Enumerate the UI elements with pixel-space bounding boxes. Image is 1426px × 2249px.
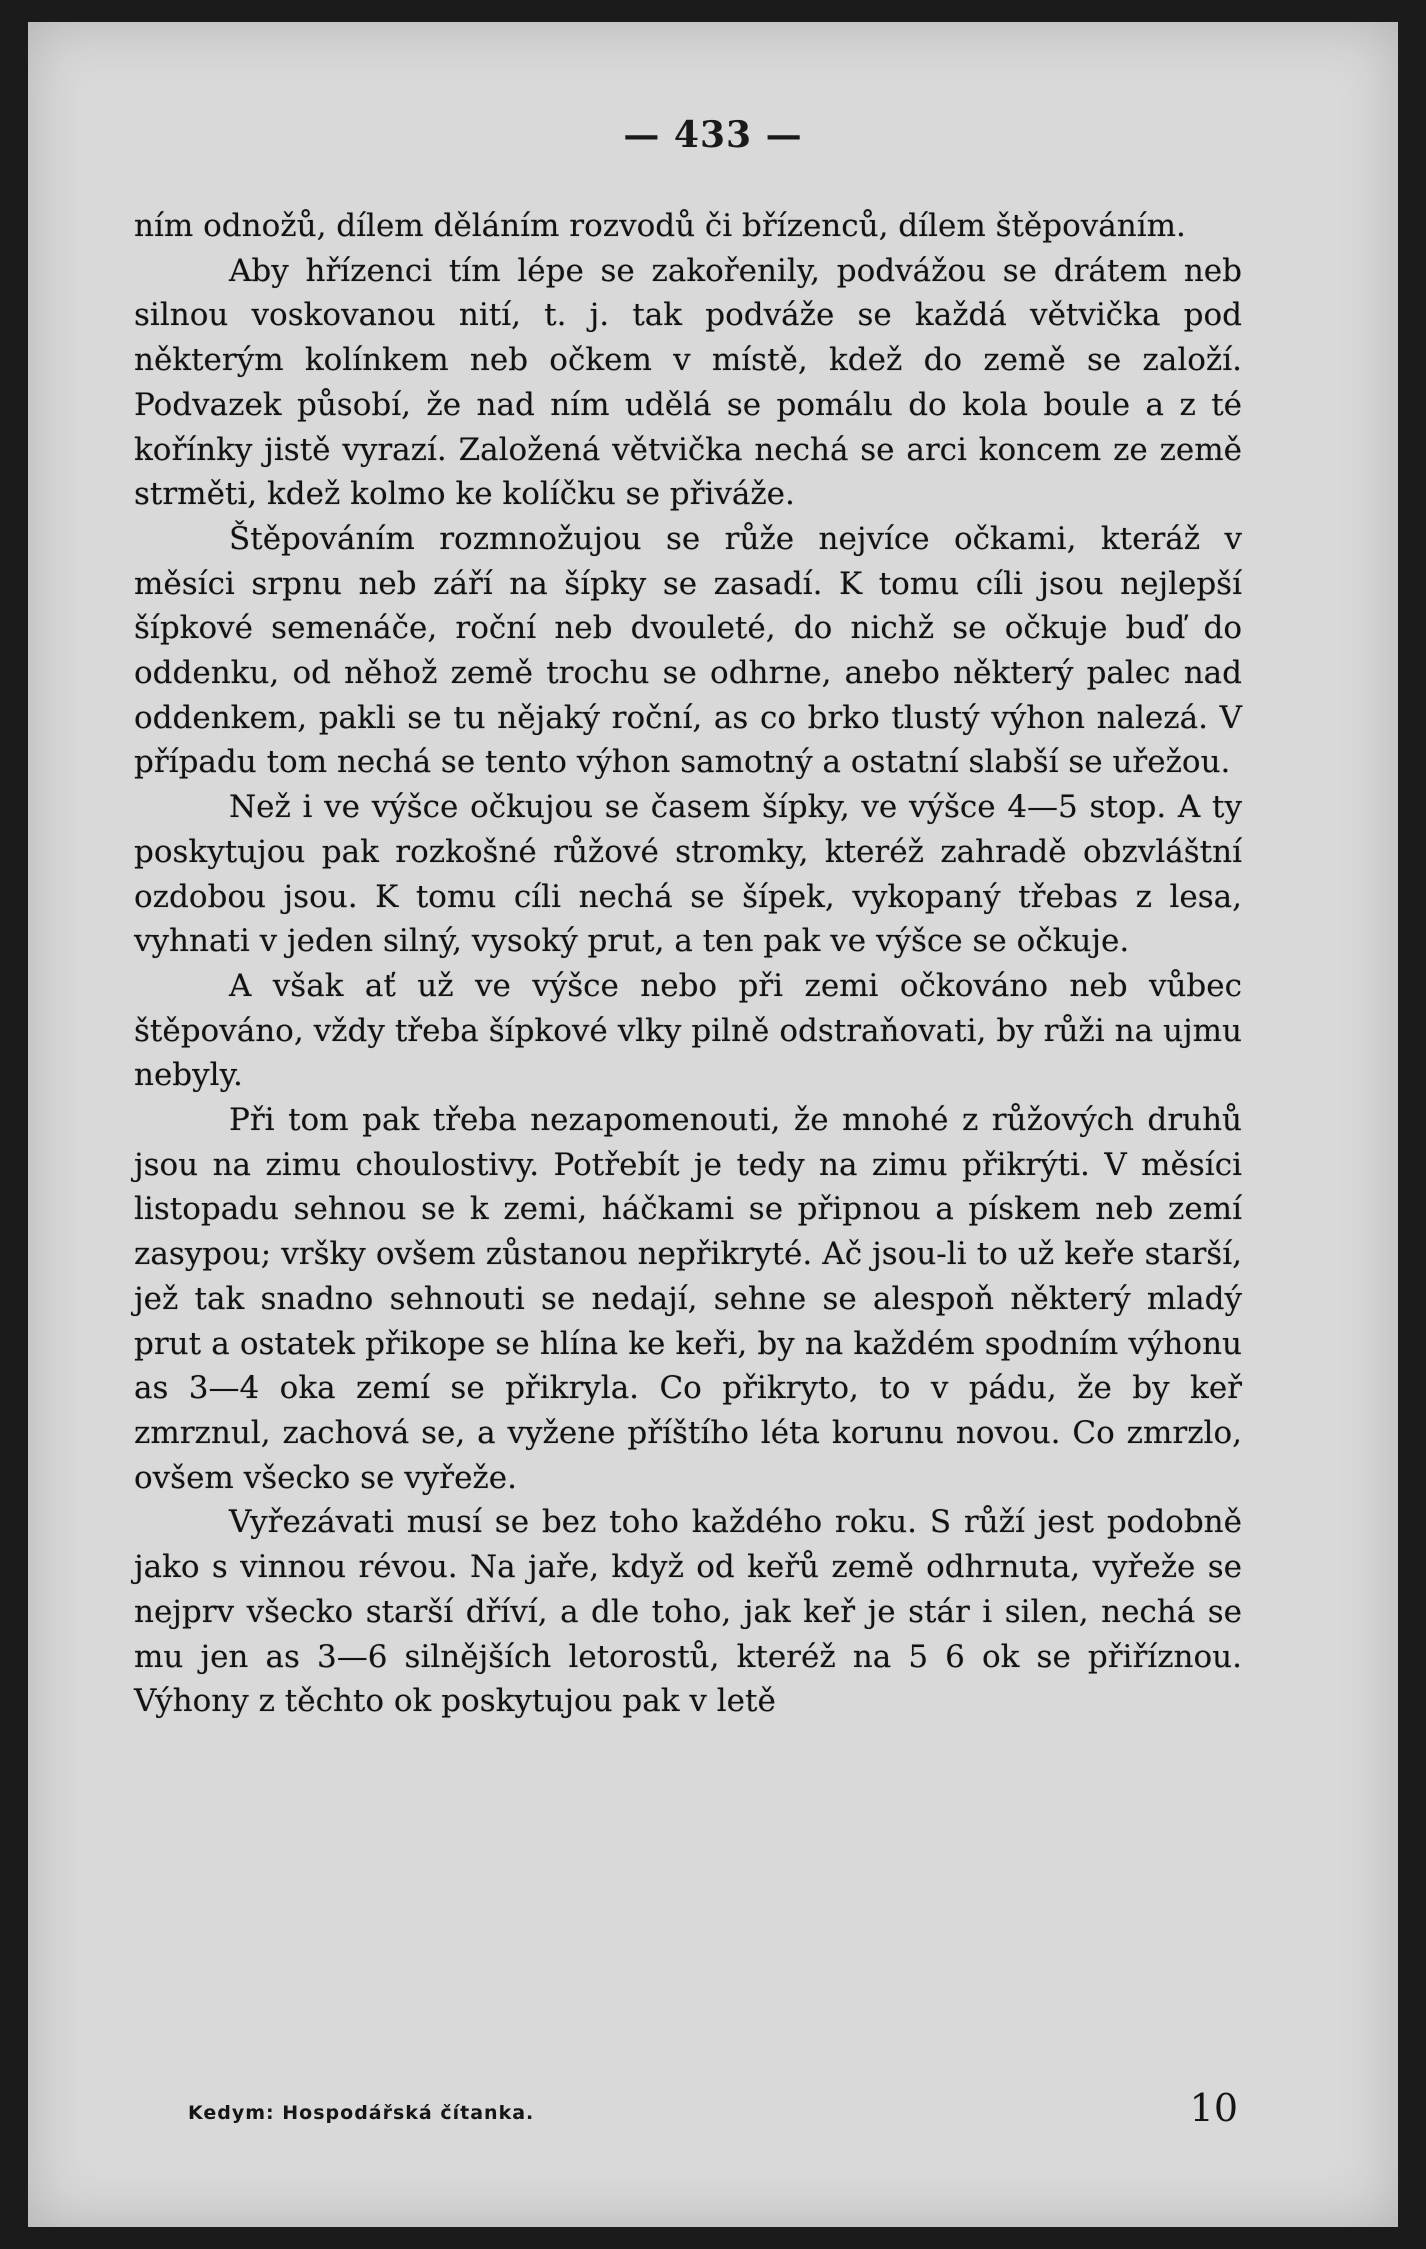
sheet-number: 10	[1189, 2086, 1238, 2130]
page-footer	[188, 2086, 1238, 2130]
book-page	[28, 22, 1398, 2227]
paragraph: Aby hřízenci tím lépe se zakořenily, podvážou se drátem neb silnou voskovanou nití, t. j. tak podváže se každá větvička pod některým kolínkem neb očkem v místě, kdež do země se založí. Podvazek působí, že nad ním udělá se pomálu do kola boule a z té kořínky jistě vyrazí. Založená větvička nechá se arci koncem ze země strměti, kdež kolmo ke kolíčku se přiváže.	[134, 252, 1242, 513]
paragraph: Než i ve výšce očkujou se časem šípky, ve výšce 4—5 stop. A ty poskytujou pak rozkošné růžové stromky, kteréž zahradě obzvláštní ozdobou jsou. K tomu cíli nechá se šípek, vykopaný třebas z lesa, vyhnati v jeden silný, vysoký prut, a ten pak ve výšce se očkuje.	[134, 789, 1242, 960]
page-number: — 433 —	[623, 114, 803, 156]
paragraph: A však ať už ve výšce nebo při zemi očkováno neb vůbec štěpováno, vždy třeba šípkové vlky pilně odstraňovati, by růži na ujmu nebyly.	[134, 967, 1242, 1094]
paragraph: Při tom pak třeba nezapomenouti, že mnohé z růžových druhů jsou na zimu choulostivy. Potřebít je tedy na zimu přikrýti. V měsíci listopadu sehnou se k zemi, háčkami se připnou a pískem neb zemí zasypou; vršky ovšem zůstanou nepřikryté. Ač jsou-li to už keře starší, jež tak snadno sehnouti se nedají, sehne se alespoň některý mladý prut a ostatek přikope se hlína ke keři, by na každém spodním výhonu as 3—4 oka zemí se přikryla. Co přikryto, to v pádu, že by keř zmrznul, zachová se, a vyžene příštího léta korunu novou. Co zmrzlo, ovšem všecko se vyřeže.	[134, 1102, 1242, 1496]
body-text	[134, 204, 1242, 1724]
paragraph: Vyřezávati musí se bez toho každého roku. S růží jest podobně jako s vinnou révou. Na jaře, když od keřů země odhrnuta, vyřeže se nejprv všecko starší dříví, a dle toho, jak keř je stár i silen, nechá se mu jen as 3—6 silnějších letorostů, kteréž na 5 6 ok se přiříznou. Výhony z těchto ok poskytujou pak v letě	[134, 1504, 1242, 1720]
paragraph: ním odnožů, dílem děláním rozvodů či břízenců, dílem štěpováním.	[134, 208, 1186, 244]
footer-signature: Kedym: Hospodářská čítanka.	[188, 2102, 535, 2124]
paragraph: Štěpováním rozmnožujou se růže nejvíce očkami, kteráž v měsíci srpnu neb září na šípky se zasadí. K tomu cíli jsou nejlepší šípkové semenáče, roční neb dvouleté, do nichž se očkuje buď do oddenku, od něhož země trochu se odhrne, anebo některý palec nad oddenkem, pakli se tu nějaký roční, as co brko tlustý výhon nalezá. V případu tom nechá se tento výhon samotný a ostatní slabší se uřežou.	[134, 520, 1242, 781]
